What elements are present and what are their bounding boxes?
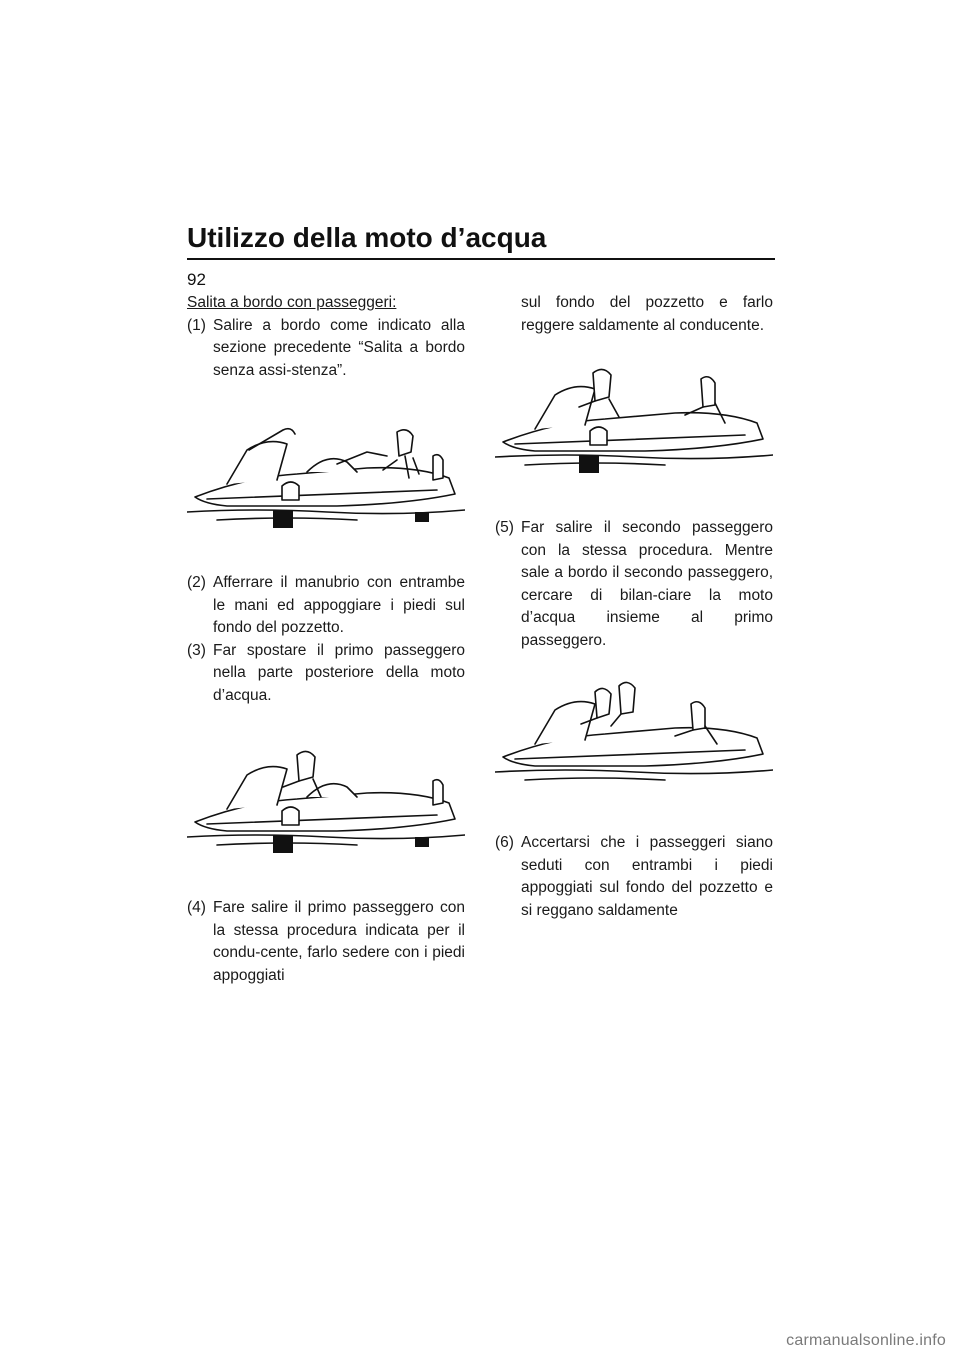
step-1-number: (1): [187, 316, 206, 334]
step-2: [187, 572, 465, 640]
step-5-number: (5): [495, 519, 514, 536]
step-1: [187, 315, 465, 383]
jet-ski-illustration-4: [495, 652, 773, 832]
step-2-text: Afferrare il manubrio con entrambe le mani ed appoggiare i piedi sul fondo del pozzetto.: [213, 574, 465, 636]
jet-ski-illustration-3: [495, 337, 773, 517]
step-4: [187, 897, 465, 987]
step-4-number: (4): [187, 899, 206, 916]
step-6-number: (6): [495, 834, 514, 851]
step-6: [495, 832, 773, 922]
page-number: 92: [187, 270, 206, 289]
step-6-text: Accertarsi che i passeggeri siano seduti con entrambi i piedi appoggiati sul fondo del pozzetto e si reggano saldamente: [521, 834, 773, 919]
step-1-text: Salire a bordo come indicato alla sezione precedente “Salita a bordo senza assi-stenza”.: [213, 316, 465, 379]
step-5: [495, 517, 773, 652]
right-column: [495, 292, 773, 922]
page-title: Utilizzo della moto d’acqua: [187, 222, 547, 253]
jet-ski-illustration-1: [187, 382, 465, 572]
illustration-passenger-move-back: [187, 707, 465, 897]
title-rule: [187, 258, 775, 260]
watermark-logo: carmanualsonline.info: [786, 1332, 946, 1349]
step-3: [187, 640, 465, 708]
illustration-second-passenger-boarding: [495, 652, 773, 832]
step-2-number: (2): [187, 574, 206, 591]
illustration-first-passenger-seated: [495, 337, 773, 517]
step-3-number: (3): [187, 641, 206, 659]
step-4-text: Fare salire il primo passeggero con la stessa procedura indicata per il condu-cente, farlo sedere con i piedi appoggiati: [213, 899, 465, 984]
left-column: [187, 292, 465, 987]
illustration-rider-boarding: [187, 382, 465, 572]
section-subheading: Salita a bordo con passeggeri:: [187, 294, 397, 311]
jet-ski-illustration-2: [187, 707, 465, 897]
step-4-continued: sul fondo del pozzetto e farlo reggere saldamente al conducente.: [521, 294, 773, 334]
step-3-text: Far spostare il primo passeggero nella parte posteriore della moto d’acqua.: [213, 641, 465, 704]
step-5-text: Far salire il secondo passeggero con la stessa procedura. Mentre sale a bordo il secondo passeggero, cercare di bilan-ciare la moto d’acqua insieme al primo passeggero.: [521, 519, 773, 649]
